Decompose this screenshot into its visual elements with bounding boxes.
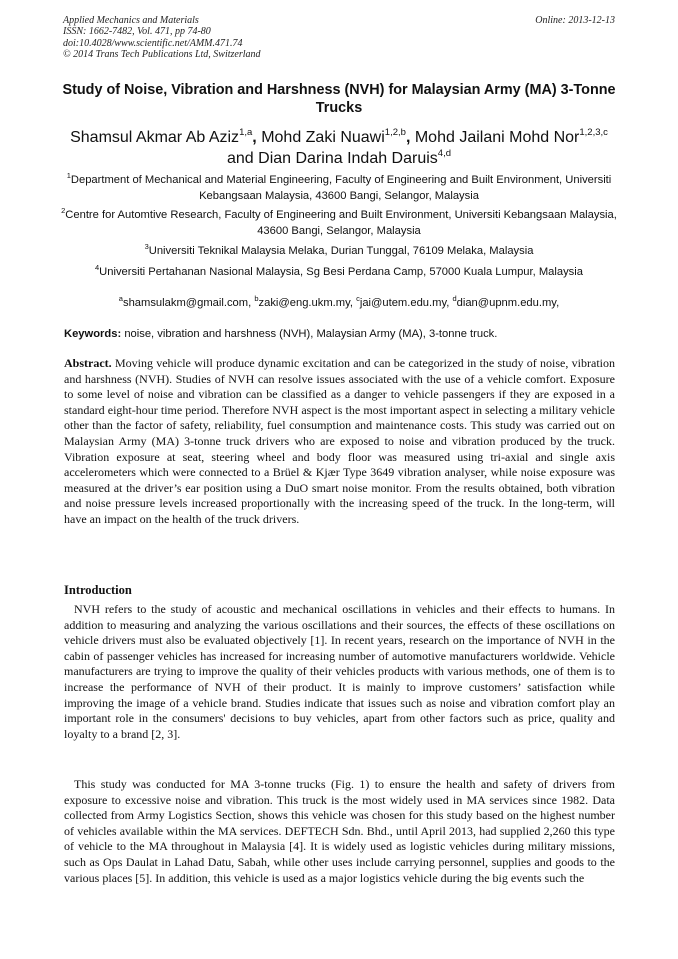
- keywords-text: noise, vibration and harshness (NVH), Malaysian Army (MA), 3-tonne truck.: [124, 328, 498, 340]
- email-superscript: d: [452, 294, 457, 303]
- author-superscript: 4,d: [437, 148, 452, 159]
- author-list: Shamsul Akmar Ab Aziz$^{1,a}$, Mohd Zaki Nuawi$^{1,2,b}$, Mohd Jailani Mohd Nor$^{1,2,3,c}$ and Dian Darina Indah Daruis$^{4,d}$: [70, 127, 608, 167]
- email-superscript: c: [356, 294, 360, 303]
- affiliation-number: 3: [144, 242, 149, 251]
- email-address: jai@utem.edu.my,: [359, 297, 450, 309]
- body-paragraph: This study was conducted for MA 3-tonne trucks (Fig. 1) to ensure the health and safety of drivers from exposure to excessive noise and vibration. This truck is the most widely used in MA services since 1982. Data collected from Army Logistics Section, shows this vehicle was chosen for this study based on the highest number of vehicles available within the MA services. DEFTECH Sdn. Bhd., until April 2013, had supplied 2,260 this type of vehicle to the MA throughout in Malaysia [4]. It is widely used as logistic vehicles during military missions, such as Ops Daulat in Lahad Datu, Sabah, while other uses include carrying personnel, supplies and goods to the various places [5]. In addition, this vehicle is used as a major logistics vehicle during the big events such the: [64, 777, 615, 885]
- copyright-line: © 2014 Trans Tech Publications Ltd, Switzerland: [63, 48, 261, 60]
- keywords-label: Keywords:: [64, 328, 122, 340]
- paper-title: Study of Noise, Vibration and Harshness (NVH) for Malaysian Army (MA) 3-Tonne Trucks: [62, 82, 616, 116]
- affiliation-number: 4: [95, 263, 100, 272]
- author-superscript: 1,2,3,c: [579, 127, 608, 138]
- author-name: Shamsul Akmar Ab Aziz: [70, 129, 240, 146]
- affiliation: [50, 264, 628, 280]
- affiliation: [50, 207, 628, 239]
- affiliation: [50, 243, 628, 259]
- email-address: zaki@eng.ukm.my,: [258, 297, 353, 309]
- affiliation-text: Centre for Automtive Research, Faculty of Engineering and Built Environment, Universiti Kebangsaan Malaysia, 43600 Bangi, Selangor, Malaysia: [65, 209, 617, 237]
- journal-name: Applied Mechanics and Materials: [63, 15, 199, 26]
- author-connector: and: [226, 150, 254, 167]
- affiliation-number: 1: [66, 171, 71, 180]
- affiliation: [50, 172, 628, 204]
- body-paragraph: NVH refers to the study of acoustic and mechanical oscillations in vehicles and their effects to humans. In addition to measuring and analyzing the various oscillations and their sources, the effects of these oscillations on vehicle drivers must also be evaluated objectively [1]. In recent years, research on the importance of NVH in the cabin of passenger vehicles has increased for increasing number of automotive manufacturers worldwide. Vehicle manufacturers are trying to improve the quality of their vehicles products with various methods, one of them is to increase the performance of NVH of their product. It is mainly to improve customers’ satisfaction while improving the image of a vehicle brand. Studies indicate that issues such as noise and vibration comfort play an important role in the consumers' decisions to buy vehicles, apart from other factors such as price, quality and loyalty to a brand [2, 3].: [64, 602, 615, 741]
- section-heading-introduction: Introduction: [64, 583, 132, 597]
- abstract-label: Abstract.: [64, 356, 112, 370]
- email-superscript: a: [118, 294, 123, 303]
- journal-header: [63, 15, 615, 60]
- issn-line: ISSN: 1662-7482, Vol. 471, pp 74-80: [63, 26, 211, 38]
- abstract: [64, 356, 615, 528]
- doi-line: doi:10.4028/www.scientific.net/AMM.471.74: [63, 37, 243, 49]
- author-superscript: 1,2,b: [384, 127, 406, 138]
- author-superscript: 1,a: [239, 127, 253, 138]
- author-name: Dian Darina Indah Daruis: [258, 150, 438, 167]
- affiliation-number: 2: [61, 206, 66, 215]
- online-date: Online: 2013-12-13: [535, 15, 615, 26]
- affiliation-text: Universiti Teknikal Malaysia Melaka, Durian Tunggal, 76109 Melaka, Malaysia: [148, 245, 534, 257]
- affiliation-text: Department of Mechanical and Material Engineering, Faculty of Engineering and Built Environment, Universiti Kebangsaan Malaysia, 43600 Bangi, Selangor, Malaysia: [70, 174, 612, 202]
- email-list: [50, 295, 628, 311]
- affiliation-text: Universiti Pertahanan Nasional Malaysia, Sg Besi Perdana Camp, 57000 Kuala Lumpur, Malaysia: [99, 266, 583, 278]
- email-address: shamsulakm@gmail.com,: [122, 297, 252, 309]
- email-superscript: b: [254, 294, 259, 303]
- email-address: dian@upnm.edu.my,: [456, 297, 560, 309]
- abstract-text: Moving vehicle will produce dynamic excitation and can be categorized in the study of noise, vibration and harshness (NVH). Studies of NVH can resolve issues associated with the use of a vehicle comfort. Exposure to some level of noise and vibration can be classified as a danger to vehicle passengers if they are exposed in a standard eight-hour time period. Therefore NVH aspect is the most important aspect in selecting a military vehicle other than the factor of safety, reliability, fuel consumption and maintenance costs. This study was carried out on Malaysian Army (MA) 3-tonne truck drivers who are exposed to noise and vibration produced by the truck. Vibration exposure at seat, steering wheel and body floor was measured using tri-axial and single axis accelerometers which were connected to a Brüel & Kjær Type 3649 vibration analyser, while noise exposure was measured at the driver’s ear position using a DuO smart noise monitor. From the results obtained, both vibration and noise pressure levels increased proportionally with the increasing speed of the truck. In the long-term, will have an impact on the health of the truck drivers.: [64, 356, 615, 526]
- author-name: Mohd Jailani Mohd Nor: [414, 129, 580, 146]
- author-name: Mohd Zaki Nuawi: [261, 129, 385, 146]
- keywords: [64, 326, 616, 342]
